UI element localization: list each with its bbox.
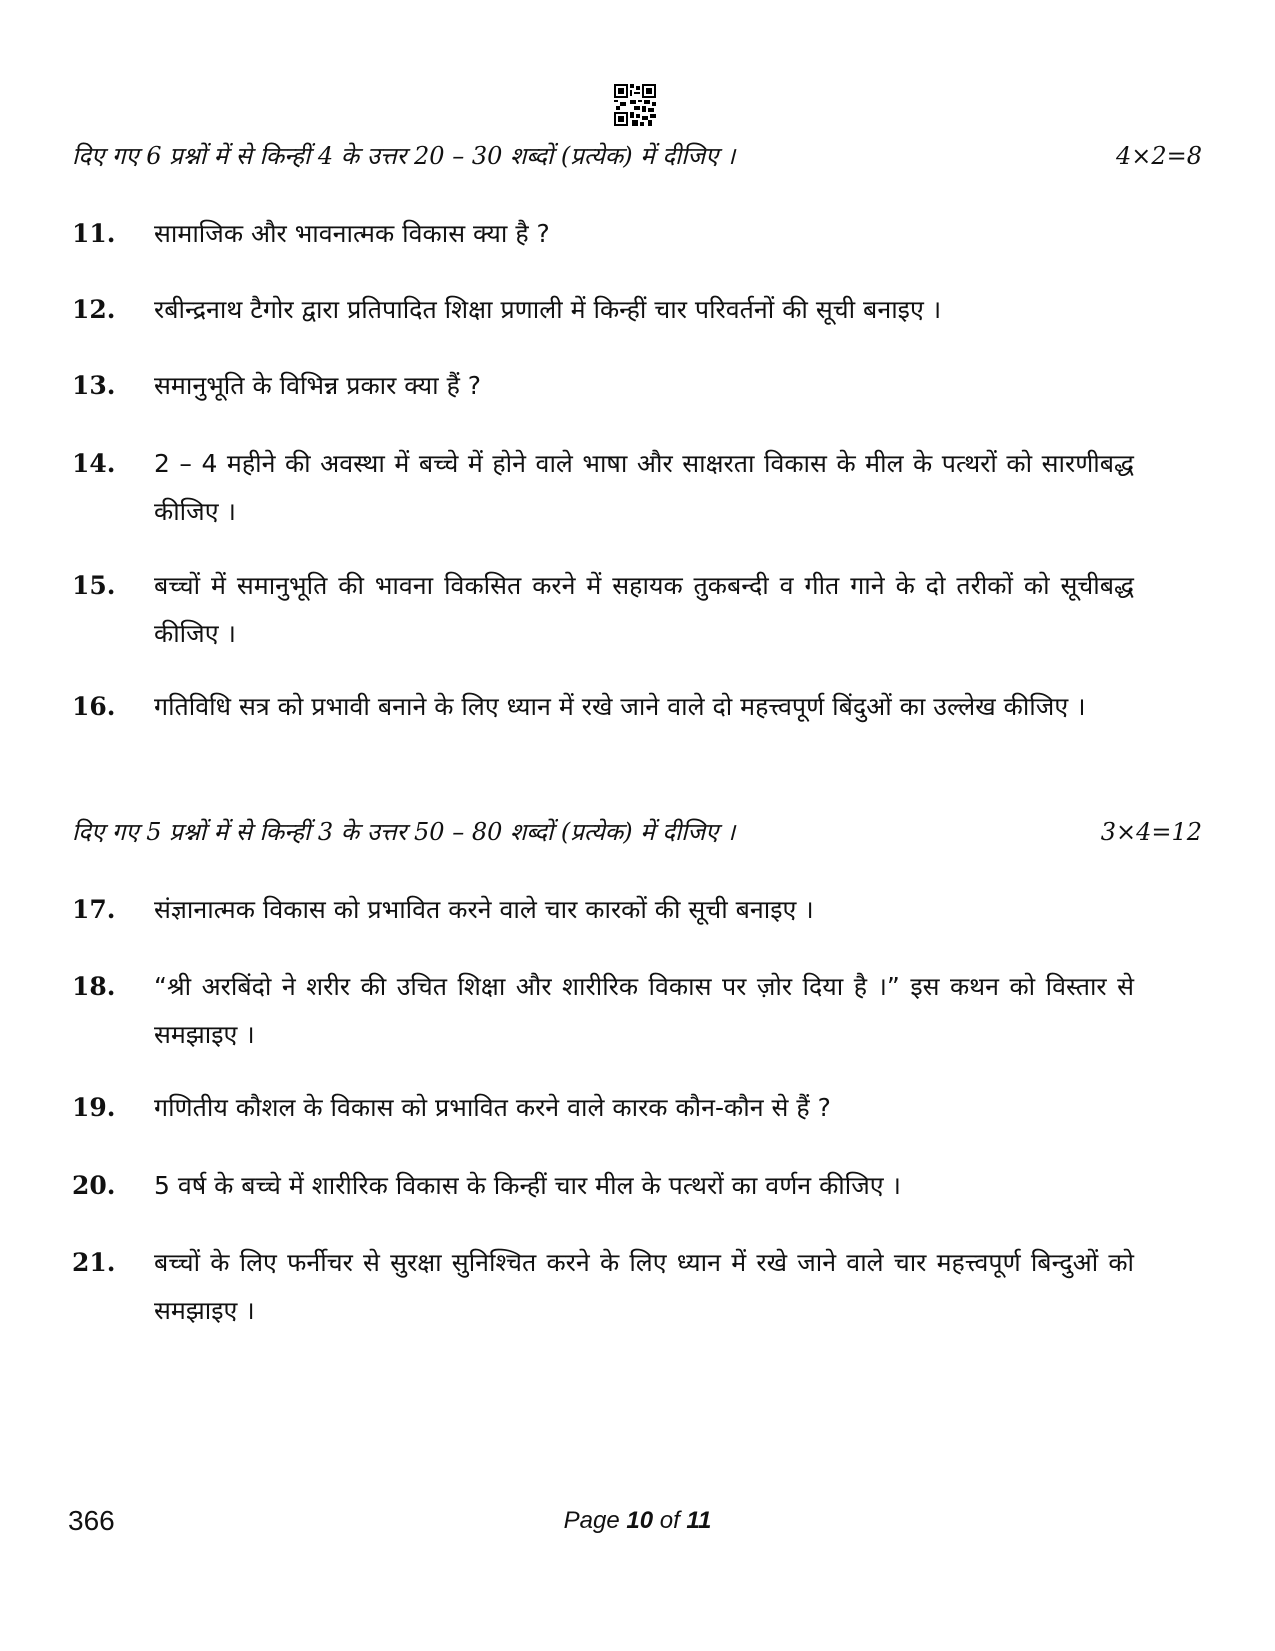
section-b-marks: 3×4=12 xyxy=(1100,818,1202,846)
question-text: समानुभूति के विभिन्न प्रकार क्या हैं ? xyxy=(154,371,482,400)
question-number: 14. xyxy=(72,449,116,478)
question-text: गणितीय कौशल के विकास को प्रभावित करने वाले कारक कौन-कौन से हैं ? xyxy=(154,1093,831,1122)
question-text: 2 – 4 महीने की अवस्था में बच्चे में होने वाले भाषा और साक्षरता विकास के मील के पत्थरों को सारणीबद्ध कीजिए । xyxy=(154,449,1134,526)
question-number: 12. xyxy=(72,295,116,324)
question-number: 16. xyxy=(72,692,116,721)
question-text: गतिविधि सत्र को प्रभावी बनाने के लिए ध्यान में रखे जाने वाले दो महत्त्वपूर्ण बिंदुओं का उल्लेख कीजिए । xyxy=(154,692,1086,721)
question-number: 15. xyxy=(72,571,116,600)
question-number: 17. xyxy=(72,895,116,924)
question-number: 11. xyxy=(72,219,116,248)
page-total: 11 xyxy=(686,1507,712,1534)
page-prefix: Page xyxy=(563,1507,627,1534)
section-b-instruction: दिए गए 5 प्रश्नों में से किन्हीं 3 के उत्तर 50 – 80 शब्दों (प्रत्येक) में दीजिए । xyxy=(72,818,736,846)
question-number: 19. xyxy=(72,1093,116,1122)
question-text: 5 वर्ष के बच्चे में शारीरिक विकास के किन्हीं चार मील के पत्थरों का वर्णन कीजिए । xyxy=(154,1171,902,1200)
section-a-heading xyxy=(72,136,1202,176)
section-b-heading xyxy=(72,812,1202,852)
section-a-instruction: दिए गए 6 प्रश्नों में से किन्हीं 4 के उत्तर 20 – 30 शब्दों (प्रत्येक) में दीजिए । xyxy=(72,142,736,170)
question-text: रबीन्द्रनाथ टैगोर द्वारा प्रतिपादित शिक्षा प्रणाली में किन्हीं चार परिवर्तनों की सूची बनाइए । xyxy=(154,295,942,324)
question-text: संज्ञानात्मक विकास को प्रभावित करने वाले चार कारकों की सूची बनाइए । xyxy=(154,895,814,924)
question-number: 20. xyxy=(72,1171,116,1200)
question-text: बच्चों में समानुभूति की भावना विकसित करने में सहायक तुकबन्दी व गीत गाने के दो तरीकों को सूचीबद्ध कीजिए । xyxy=(154,571,1134,648)
page-of: of xyxy=(653,1507,687,1534)
qr-code-icon xyxy=(614,84,656,126)
page-current: 10 xyxy=(626,1507,654,1534)
question-number: 21. xyxy=(72,1248,116,1277)
paper-code: 366 xyxy=(68,1505,115,1536)
question-number: 13. xyxy=(72,371,116,400)
question-text: बच्चों के लिए फर्नीचर से सुरक्षा सुनिश्चित करने के लिए ध्यान में रखे जाने वाले चार महत्त्वपूर्ण बिन्दुओं को समझाइए । xyxy=(154,1248,1134,1325)
section-a-marks: 4×2=8 xyxy=(1115,142,1202,170)
question-text: सामाजिक और भावनात्मक विकास क्या है ? xyxy=(154,219,550,248)
question-text: “श्री अरबिंदो ने शरीर की उचित शिक्षा और शारीरिक विकास पर ज़ोर दिया है ।” इस कथन को विस्तार से समझाइए । xyxy=(154,972,1134,1049)
question-number: 18. xyxy=(72,972,116,1001)
page-number xyxy=(0,1507,1275,1535)
